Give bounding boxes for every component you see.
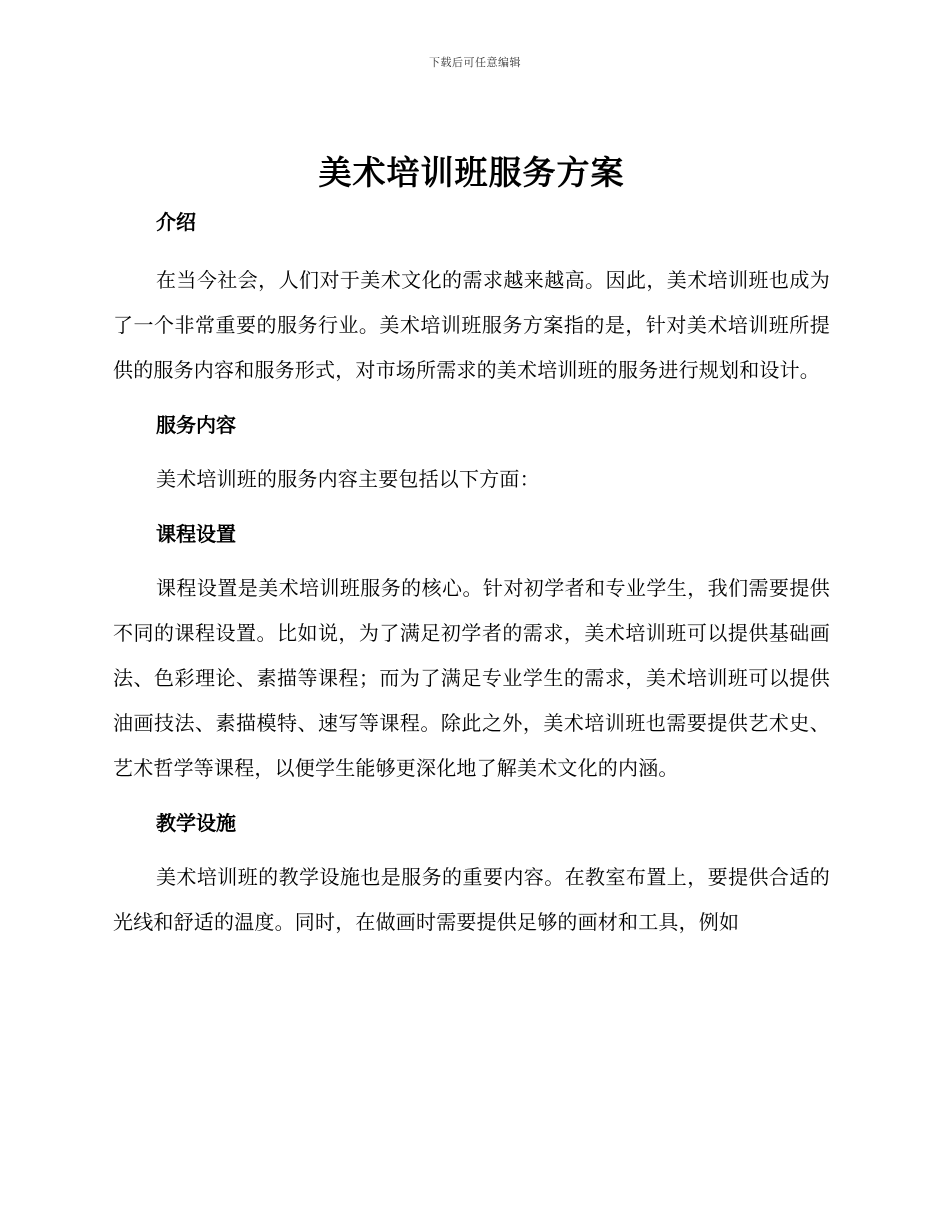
paragraph-intro: 在当今社会，人们对于美术文化的需求越来越高。因此，美术培训班也成为了一个非常重要的服务行业。美术培训班服务方案指的是，针对美术培训班所提供的服务内容和服务形式，对市场所需求的美术培训班的服务进行规划和设计。 [113, 268, 830, 382]
header-note: 下载后可任意编辑 [429, 56, 521, 69]
section-heading-intro: 介绍 [156, 210, 196, 234]
document-title: 美术培训班服务方案 [318, 153, 625, 192]
section-heading-service-content: 服务内容 [156, 413, 236, 437]
section-heading-course-setup: 课程设置 [156, 522, 236, 546]
paragraph-service-content: 美术培训班的服务内容主要包括以下方面： [156, 467, 540, 491]
paragraph-course-setup: 课程设置是美术培训班服务的核心。针对初学者和专业学生，我们需要提供不同的课程设置。比如说，为了满足初学者的需求，美术培训班可以提供基础画法、色彩理论、素描等课程；而为了满足专业学生的需求，美术培训班可以提供油画技法、素描模特、速写等课程。除此之外，美术培训班也需要提供艺术史、艺术哲学等课程，以便学生能够更深化地了解美术文化的内涵。 [113, 576, 830, 780]
paragraph-facilities: 美术培训班的教学设施也是服务的重要内容。在教室布置上，要提供合适的光线和舒适的温度。同时，在做画时需要提供足够的画材和工具，例如 [113, 865, 830, 934]
document-body [113, 148, 830, 945]
section-heading-facilities: 教学设施 [156, 811, 236, 835]
